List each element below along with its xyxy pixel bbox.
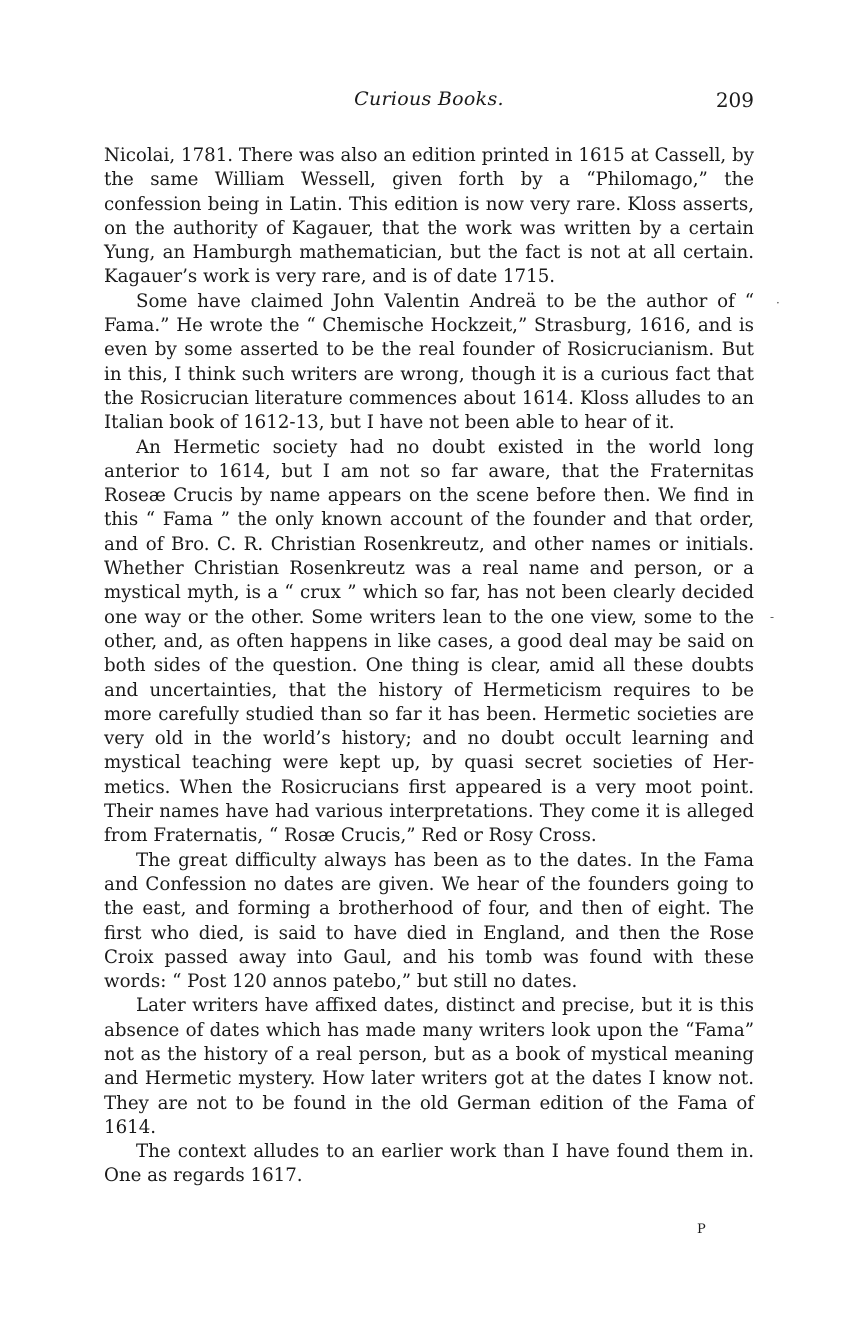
signature-mark: P <box>697 1222 707 1237</box>
page-header <box>104 88 754 118</box>
body-text <box>104 144 754 1189</box>
paragraph-5: Later writers have affixed dates, distinct and precise, but it is this absence of dates which has made many writers look upon the “Fama” not as the history of a real person, but as a book of mystical meaning and Hermetic mystery. How later writers got at the dates I know not. They are not to be found in the old German edition of the Fama of 1614. <box>104 995 754 1138</box>
paragraph-1: Nicolai, 1781. There was also an edition printed in 1615 at Cassell, by the same William Wessell, given forth by a “Philomago,” the confession being in Latin. This edition is now very rare. Kloss asserts, on the authority of Kagauer, that the work was written by a certain Yung, an Hamburgh mathematician, but the fact is not at all certain. Kagauer’s work is very rare, and is of date 1715. <box>104 145 754 288</box>
margin-speck: · <box>776 296 780 310</box>
running-title: Curious Books. <box>354 88 504 110</box>
paragraph-4: The great difficulty always has been as to the dates. In the Fama and Confession no dates are given. We hear of the founders going to the east, and forming a brotherhood of four, and then of eight. The first who died, is said to have died in England, and then the Rose Croix passed away into Gaul, and his tomb was found with these words: “ Post 120 annos patebo,” but still no dates. <box>104 849 754 993</box>
paragraph-3: An Hermetic society had no doubt existed in the world long anterior to 1614, but I am not so far aware, that the Fraternitas Roseæ Crucis by name appears on the scene before then. We find in this “ Fama ” the only known account of the founder and that order, and of Bro. C. R. Christian Rosenkreutz, and other names or initials. Whether Christian Rosenkreutz was a real name and person, or a mystical myth, is a “ crux ” which so far, has not been clearly decided one way or the other. Some writers lean to the one view, some to the other, and, as often happens in like cases, a good deal may be said on both sides of the question. One thing is clear, amid all these doubts and uncertainties, that the history of Hermeticism requires to be more carefully studied than so far it has been. Hermetic societies are very old in the world’s history; and no doubt occult learning and mystical teaching were kept up, by quasi secret societies of Her-metics. When the Rosicrucians first appeared is a very moot point. Their names have had various interpretations. They come it is alleged from Fraternatis, “ Rosæ Crucis,” Red or Rosy Cross. <box>104 436 754 847</box>
margin-speck: - <box>770 610 775 624</box>
page-number: 209 <box>715 88 754 112</box>
paragraph-6: The context alludes to an earlier work than I have found them in. One as regards 1617. <box>104 1141 754 1187</box>
paragraph-2: Some have claimed John Valentin Andreä to be the author of “ Fama.” He wrote the “ Chemische Hockzeit,” Strasburg, 1616, and is even by some asserted to be the real founder of Rosicrucianism. But in this, I think such writers are wrong, though it is a curious fact that the Rosicrucian literature commences about 1614. Kloss alludes to an Italian book of 1612-13, but I have not been able to hear of it. <box>104 290 754 434</box>
